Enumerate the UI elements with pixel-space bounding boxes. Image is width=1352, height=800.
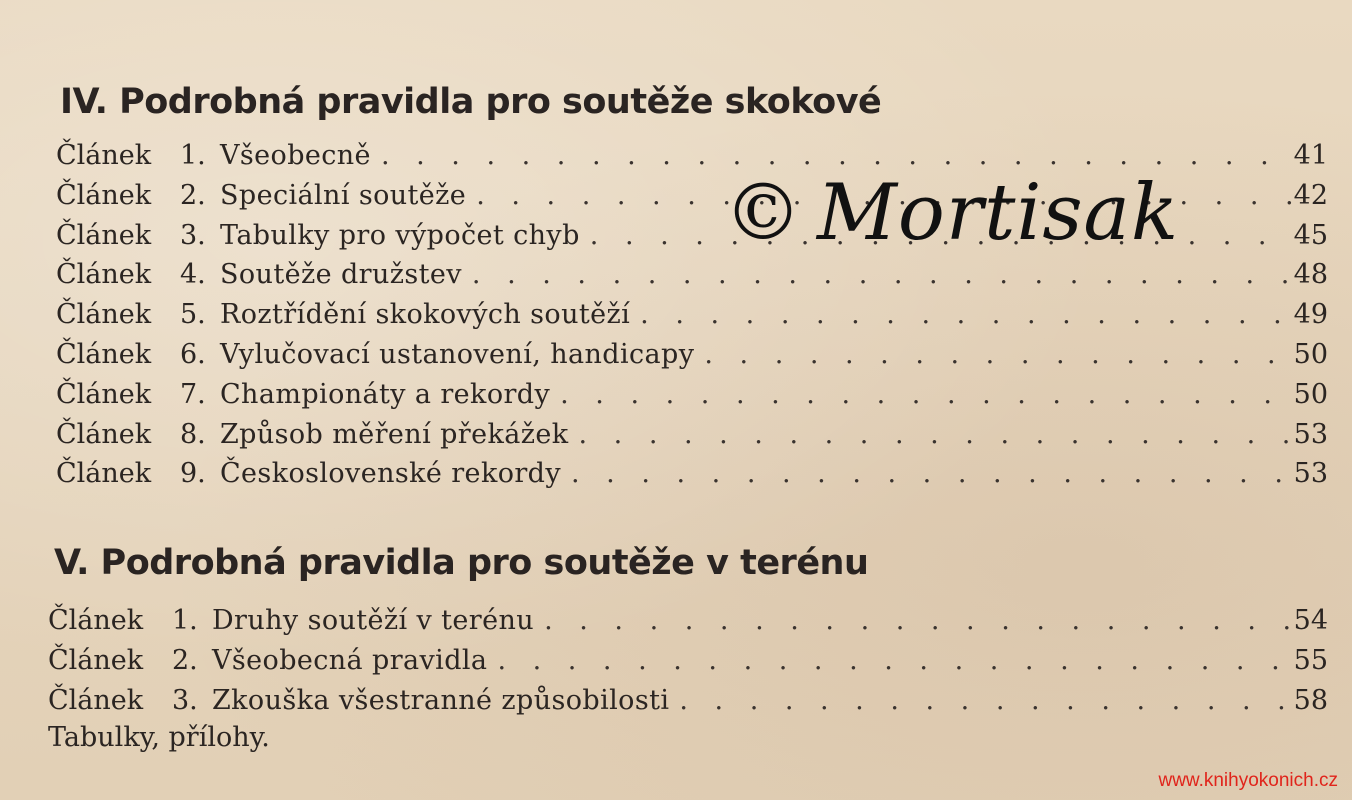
- dot-leader: [497, 641, 1292, 681]
- article-title: Tabulky pro výpočet chyb: [220, 219, 580, 251]
- article-label: Článek: [56, 338, 152, 370]
- article-title: Speciální soutěže: [220, 179, 467, 211]
- article-label: Článek: [48, 644, 144, 676]
- page-number: 48: [1293, 259, 1328, 291]
- article-title: Roztřídění skokových soutěží: [220, 299, 631, 331]
- article-number: 4.: [180, 259, 206, 291]
- toc-entry: [56, 415, 1328, 455]
- dot-leader: [704, 335, 1292, 375]
- dot-leader: [640, 295, 1292, 335]
- article-label: Článek: [56, 418, 152, 450]
- article-number: 6.: [180, 338, 206, 370]
- article-label: Článek: [56, 299, 152, 331]
- page-number: 53: [1293, 418, 1328, 450]
- article-title: Championáty a rekordy: [220, 378, 551, 410]
- article-number: 2.: [180, 179, 206, 211]
- toc-entry: [56, 335, 1328, 375]
- site-url: www.knihyokonich.cz: [1158, 770, 1338, 791]
- article-number: 5.: [180, 299, 206, 331]
- dot-leader: [560, 375, 1292, 415]
- article-number: 7.: [180, 378, 206, 410]
- dot-leader: [578, 415, 1292, 455]
- article-label: Článek: [56, 458, 152, 490]
- article-title: Způsob měření překážek: [220, 418, 569, 450]
- section-v-heading: V. Podrobná pravidla pro soutěže v terénu: [54, 543, 869, 583]
- page-number: 50: [1293, 378, 1328, 410]
- section-iv-heading: IV. Podrobná pravidla pro soutěže skokové: [60, 82, 882, 122]
- page-number: 41: [1293, 140, 1328, 171]
- dot-leader: [571, 454, 1292, 494]
- toc-entry: [56, 255, 1328, 295]
- dot-leader: [472, 255, 1292, 295]
- article-number: 2.: [172, 644, 198, 676]
- article-title: Všeobecně: [220, 140, 371, 171]
- article-title: Všeobecná pravidla: [212, 644, 488, 676]
- page-number: 55: [1293, 644, 1328, 676]
- page-number: 49: [1293, 299, 1328, 331]
- article-number: 8.: [180, 418, 206, 450]
- toc-entry: [48, 641, 1328, 681]
- page-number: 53: [1293, 458, 1328, 490]
- article-title: Československé rekordy: [220, 458, 562, 490]
- article-number: 1.: [172, 605, 198, 636]
- article-number: 9.: [180, 458, 206, 490]
- article-label: Článek: [56, 259, 152, 291]
- article-number: 1.: [180, 140, 206, 171]
- section-v-toc: [48, 601, 1328, 720]
- dot-leader: [679, 681, 1292, 721]
- article-number: 3.: [172, 684, 198, 716]
- toc-entry: [56, 295, 1328, 335]
- closing-line: Tabulky, přílohy.: [48, 722, 270, 753]
- toc-entry: [48, 601, 1328, 641]
- article-label: Článek: [56, 219, 152, 251]
- article-label: Článek: [48, 684, 144, 716]
- page-number: 42: [1293, 179, 1328, 211]
- dot-leader: [544, 601, 1292, 641]
- page-number: 54: [1293, 605, 1328, 636]
- toc-entry: [56, 454, 1328, 494]
- page-number: 58: [1293, 684, 1328, 716]
- article-label: Článek: [56, 179, 152, 211]
- copyright-symbol: ©: [724, 168, 803, 258]
- article-label: Článek: [56, 140, 152, 171]
- article-title: Vylučovací ustanovení, handicapy: [220, 338, 695, 370]
- page-number: 45: [1293, 219, 1328, 251]
- article-title: Druhy soutěží v terénu: [212, 605, 535, 636]
- article-title: Soutěže družstev: [220, 259, 462, 291]
- toc-entry: [56, 375, 1328, 415]
- toc-entry: [48, 681, 1328, 721]
- article-label: Článek: [48, 605, 144, 636]
- article-title: Zkouška všestranné způsobilosti: [212, 684, 670, 716]
- watermark-name: Mortisak: [817, 168, 1180, 258]
- copyright-watermark: [724, 168, 1179, 258]
- article-number: 3.: [180, 219, 206, 251]
- article-label: Článek: [56, 378, 152, 410]
- page-number: 50: [1293, 338, 1328, 370]
